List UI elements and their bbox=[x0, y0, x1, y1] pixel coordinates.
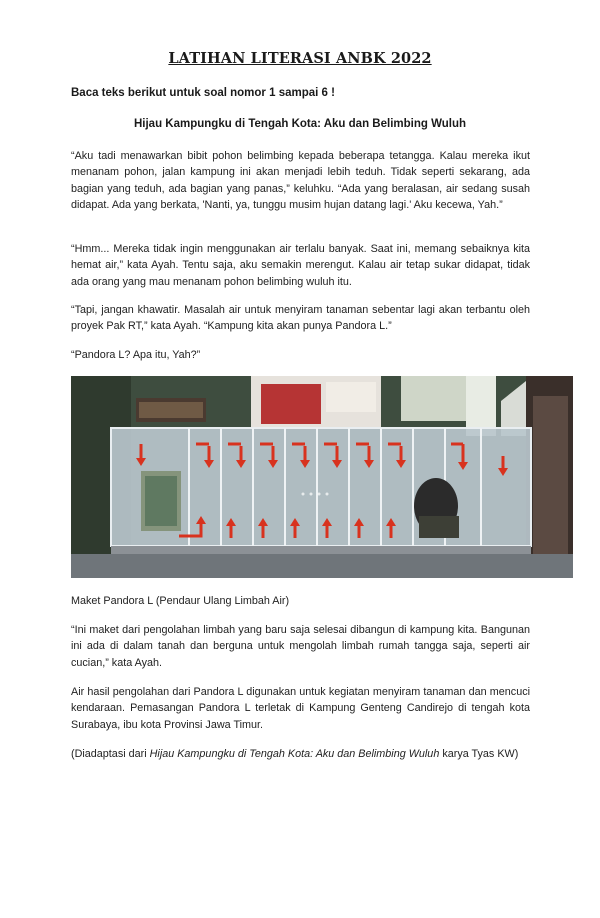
water-treatment-model-illustration bbox=[71, 376, 573, 578]
story-paragraph-4: “Pandora L? Apa itu, Yah?” bbox=[71, 349, 201, 361]
page-title: LATIHAN LITERASI ANBK 2022 bbox=[168, 50, 432, 67]
source-suffix: karya Tyas KW) bbox=[439, 748, 519, 760]
story-paragraph-2: “Hmm... Mereka tidak ingin menggunakan air terlalu banyak. Saat ini, memang sebaiknya kita hemat air,” kata Ayah. Tentu saja, aku semakin merengut. Kalau air tetap sukar didapat, tidak ada orang yang mau menanam pohon belimbing wuluh itu. bbox=[71, 243, 530, 288]
source-work-title: Hijau Kampungku di Tengah Kota: Aku dan Belimbing Wuluh bbox=[149, 748, 440, 760]
story-paragraph-3: “Tapi, jangan khawatir. Masalah air untuk menyiram tanaman sebentar lagi akan terbantu oleh proyek Pak RT,” kata Ayah. “Kampung kita akan punya Pandora L.” bbox=[71, 304, 530, 333]
source-citation bbox=[71, 746, 530, 762]
story-paragraph-5: “Ini maket dari pengolahan limbah yang baru saja selesai dibangun di kampung kita. Bangunan ini ada di dalam tanah dan berguna untuk mengolah limbah rumah tangga saja, seperti air cucian,” kata Ayah. bbox=[71, 624, 530, 669]
story-title: Hijau Kampungku di Tengah Kota: Aku dan Belimbing Wuluh bbox=[133, 118, 466, 130]
story-paragraph-6: Air hasil pengolahan dari Pandora L digunakan untuk kegiatan menyiram tanaman dan mencuci kendaraan. Pemasangan Pandora L terletak di Kampung Genteng Candirejo di tengah kota Surabaya, ibu kota Provinsi Jawa Timur. bbox=[71, 686, 530, 731]
reading-instruction: Baca teks berikut untuk soal nomor 1 sampai 6 ! bbox=[71, 87, 335, 99]
story-paragraph-1: “Aku tadi menawarkan bibit pohon belimbing kepada beberapa tetangga. Kalau mereka ikut menanam pohon, jalan kampung ini akan menjadi lebih teduh. Tidak seperti sekarang, ada bagian yang teduh, ada bagian yang panas,” keluhku. “Ada yang beralasan, air sedang susah didapat. Ada yang berkata, 'Nanti, ya, tunggu musim hujan datang lagi.' Aku kecewa, Yah.” bbox=[71, 150, 530, 211]
figure-caption: Maket Pandora L (Pendaur Ulang Limbah Air) bbox=[71, 595, 290, 607]
pandora-model-photo bbox=[71, 376, 573, 578]
source-prefix: (Diadaptasi dari bbox=[71, 748, 150, 760]
